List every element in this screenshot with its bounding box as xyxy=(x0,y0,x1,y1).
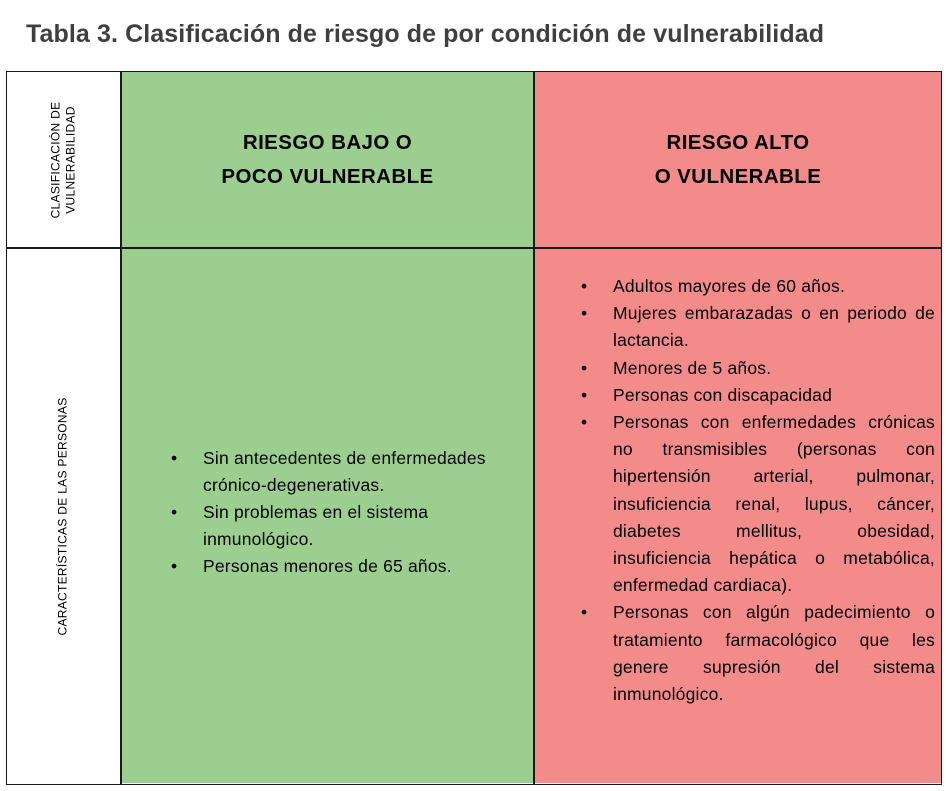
list-item: • Personas con algún padecimiento o tratamiento farmacológico que les genere supresión del sistema inmunológico. xyxy=(577,599,935,708)
low-risk-heading xyxy=(122,72,533,247)
list-item: • Sin problemas en el sistema inmunológico. xyxy=(167,499,512,553)
low-risk-heading-line1: RIESGO BAJO O xyxy=(242,130,413,154)
high-risk-list xyxy=(577,273,935,708)
list-item: • Adultos mayores de 60 años. xyxy=(577,273,935,300)
list-item: • Personas menores de 65 años. xyxy=(167,553,512,580)
low-risk-heading-line2: POCO VULNERABLE xyxy=(221,164,434,188)
list-item: • Mujeres embarazadas o en periodo de lactancia. xyxy=(577,300,935,354)
row-divider xyxy=(7,247,941,249)
high-risk-heading xyxy=(535,72,941,247)
row-header-classification-line2: VULNERABILIDAD xyxy=(63,105,78,214)
list-item: • Menores de 5 años. xyxy=(577,355,935,382)
table-title: Tabla 3. Clasificación de riesgo de por condición de vulnerabilidad xyxy=(26,20,825,48)
row-header-characteristics xyxy=(7,249,120,783)
list-item: • Personas con discapacidad xyxy=(577,382,935,409)
list-item: • Sin antecedentes de enfermedades crónico-degenerativas. xyxy=(167,445,512,499)
high-risk-characteristics xyxy=(577,273,935,708)
high-risk-heading-line1: RIESGO ALTO xyxy=(666,130,810,154)
row-header-classification xyxy=(7,72,120,247)
high-risk-heading-line2: O VULNERABLE xyxy=(654,164,822,188)
vulnerability-table xyxy=(6,71,942,785)
row-header-characteristics-label: CARACTERÍSTICAS DE LAS PERSONAS xyxy=(56,396,70,636)
low-risk-characteristics xyxy=(167,445,512,580)
row-header-classification-line1: CLASIFICACIÓN DE xyxy=(48,101,63,218)
low-risk-list xyxy=(167,445,512,580)
list-item: • Personas con enfermedades crónicas no transmisibles (personas con hipertensión arterial, pulmonar, insuficiencia renal, lupus, cáncer, diabetes mellitus, obesidad, insuficiencia hepática o metabólica, enfermedad cardiaca). xyxy=(577,409,935,599)
